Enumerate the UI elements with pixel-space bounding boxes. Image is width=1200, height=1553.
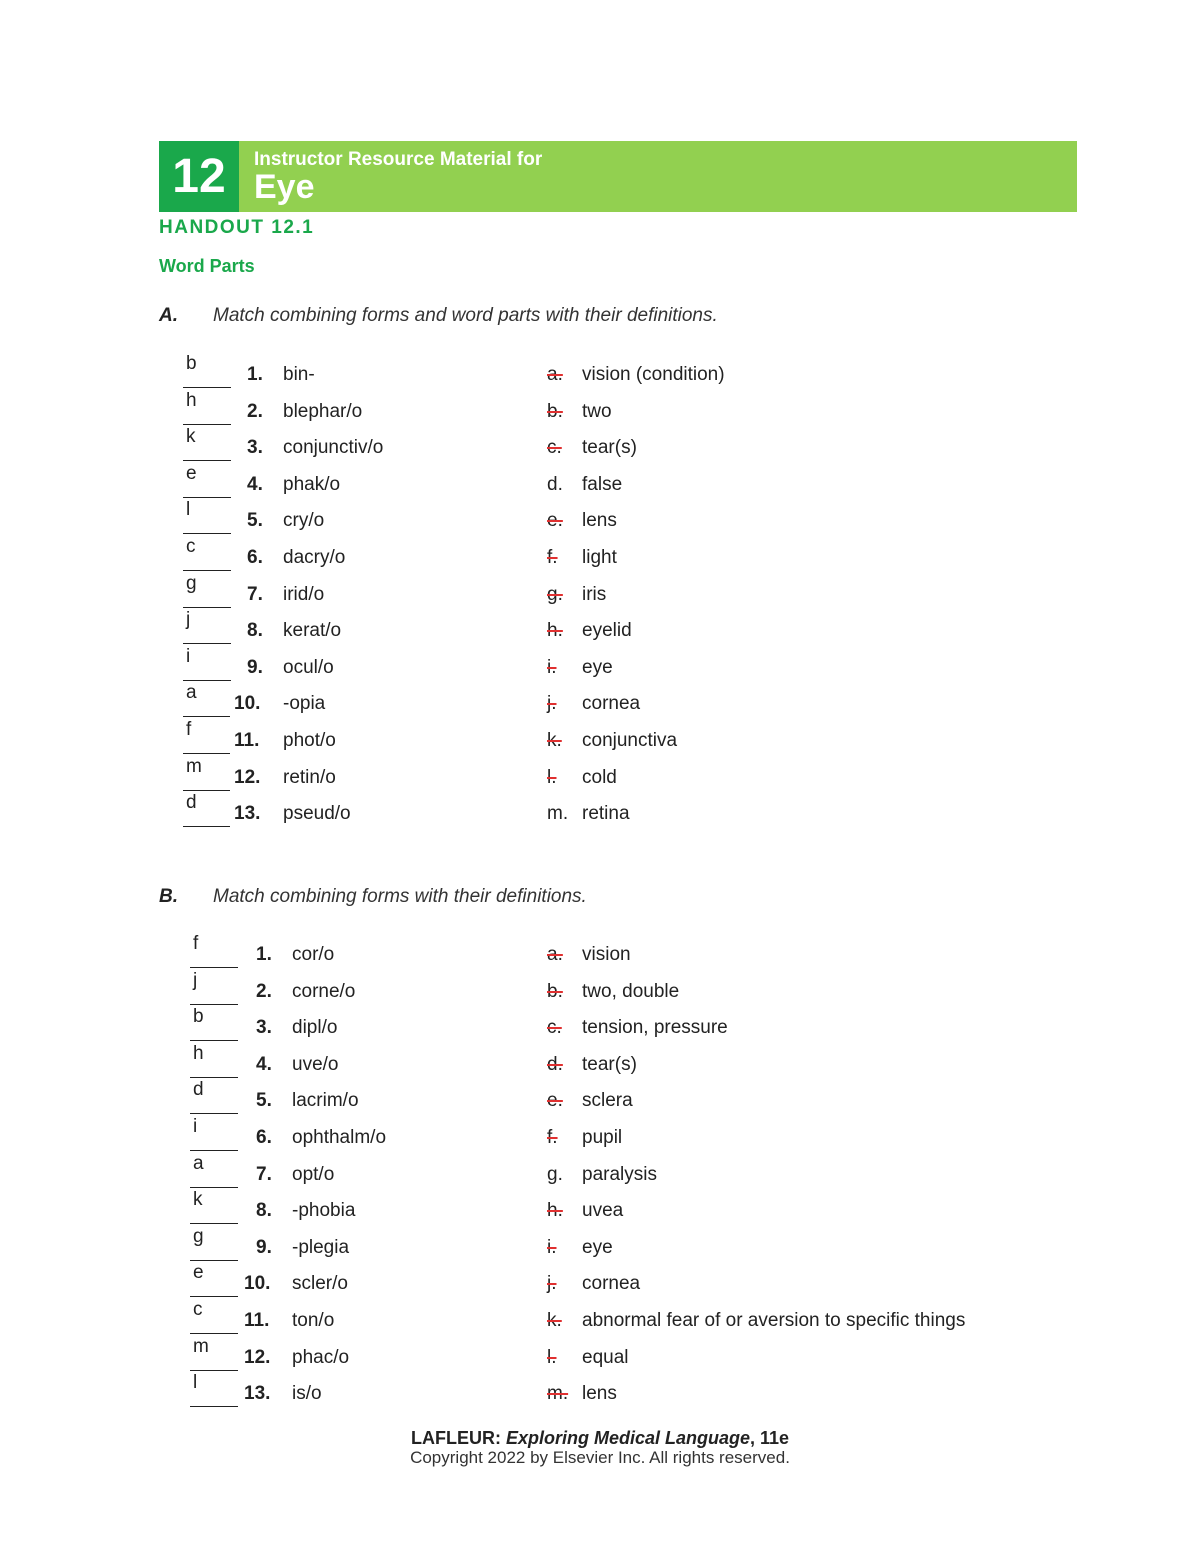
definition-letter: i. [547,1236,557,1258]
item-number: 11. [244,1310,270,1331]
answer-blank[interactable] [183,462,231,498]
answer-blank[interactable] [190,1225,238,1261]
answer-letter: f [186,719,192,740]
answer-blank[interactable] [183,499,231,534]
word-part: retin/o [283,766,336,788]
answer-letter: d [193,1079,204,1101]
definition-letter: k. [547,730,562,751]
definition-text: uvea [582,1200,624,1222]
item-number: 8. [256,1200,272,1222]
answer-letter: k [186,426,196,448]
item-number: 6. [247,547,263,568]
match-row [0,969,1200,1017]
word-part: ophthalm/o [292,1127,387,1148]
definition-letter: g. [547,583,563,605]
definition-letter: b. [547,980,563,1002]
word-part: uve/o [292,1053,339,1075]
definition-text: lens [582,510,617,532]
match-row [0,609,1200,656]
item-number: 10. [244,1273,271,1295]
word-part: phot/o [283,730,336,751]
definition-letter: j. [547,1273,557,1295]
word-part: blephar/o [283,400,363,422]
word-part: bin- [283,364,315,385]
definition-letter: f. [547,1127,558,1148]
match-row [0,1225,1200,1273]
answer-letter: i [186,645,191,667]
answer-letter: l [193,1372,198,1394]
word-part: kerat/o [283,620,342,642]
answer-letter: m [186,755,202,777]
banner-subtitle: Instructor Resource Material for [254,149,543,170]
answer-letter: j [193,969,198,991]
match-row [0,353,1200,400]
word-part: opt/o [292,1163,335,1185]
match-row [0,1335,1200,1383]
word-part: scler/o [292,1273,348,1295]
definition-text: conjunctiva [582,730,678,751]
answer-blank[interactable] [190,1335,238,1371]
word-part: ton/o [292,1310,335,1331]
word-part: -phobia [292,1200,356,1222]
definition-text: lens [582,1383,617,1405]
handout-subtitle: Word Parts [159,256,255,276]
item-number: 9. [256,1236,272,1258]
word-part: corne/o [292,980,356,1002]
definition-text: eye [582,1236,613,1258]
answer-letter: j [186,609,191,631]
definition-letter: h. [547,1200,563,1222]
match-row [0,389,1200,437]
match-row [0,719,1200,766]
answer-blank[interactable] [190,933,238,968]
answer-blank[interactable] [190,1299,238,1334]
answer-blank[interactable] [183,755,230,791]
match-row [0,572,1200,620]
word-part: phak/o [283,473,341,495]
item-number: 4. [256,1053,272,1075]
definition-text: vision (condition) [582,364,725,385]
item-number: 2. [247,400,263,422]
match-row [0,536,1200,583]
chapter-banner [159,141,1077,212]
definition-letter: i. [547,656,557,678]
answer-letter: h [186,389,197,411]
definition-letter: l. [547,766,557,788]
answer-letter: b [186,353,197,374]
definition-letter: k. [547,1310,562,1331]
section-b-letter: B. [159,886,178,907]
item-number: 12. [244,1346,271,1368]
answer-blank[interactable] [190,1042,238,1078]
word-part: conjunctiv/o [283,437,384,459]
handout-heading: HANDOUT 12.1 [159,217,315,238]
item-number: 1. [256,944,272,965]
definition-text: light [582,547,617,568]
definition-text: sclera [582,1090,633,1112]
definition-text: tension, pressure [582,1017,728,1039]
word-part: -opia [283,693,326,715]
definition-text: eye [582,656,613,678]
definition-letter: c. [547,437,562,459]
item-number: 10. [234,693,261,715]
answer-letter: l [186,499,191,521]
match-row [0,499,1200,546]
match-row [0,1079,1200,1126]
definition-text: two, double [582,980,680,1002]
definition-letter: g. [547,1163,563,1185]
answer-letter: e [193,1262,204,1284]
answer-letter: d [186,792,197,814]
match-row [0,1116,1200,1163]
word-part: -plegia [292,1236,350,1258]
definition-text: two [582,400,612,422]
answer-blank[interactable] [190,1116,238,1151]
definition-text: false [582,473,623,495]
word-part: irid/o [283,583,325,605]
answer-blank[interactable] [190,1262,238,1297]
item-number: 3. [247,437,263,459]
definition-letter: a. [547,364,563,385]
answer-blank[interactable] [183,536,231,571]
match-row [0,1042,1200,1090]
answer-blank[interactable] [183,682,230,717]
definition-letter: e. [547,1090,563,1112]
answer-blank[interactable] [183,719,230,754]
word-part: is/o [292,1383,322,1405]
item-number: 13. [234,803,261,825]
match-row [0,1189,1200,1236]
answer-blank[interactable] [183,353,231,388]
match-row [0,1262,1200,1309]
answer-blank[interactable] [190,1079,238,1114]
item-number: 13. [244,1383,271,1405]
answer-blank[interactable] [183,389,231,425]
chapter-title: Eye [254,168,315,206]
answer-blank[interactable] [190,969,238,1005]
match-row [0,792,1200,839]
definition-text: iris [582,583,607,605]
footer-citation [0,1428,1200,1449]
item-number: 7. [247,583,263,605]
match-row [0,426,1200,473]
answer-letter: i [193,1116,198,1137]
answer-letter: a [193,1152,204,1174]
footer-copyright: Copyright 2022 by Elsevier Inc. All rights reserved. [410,1448,790,1467]
word-part: lacrim/o [292,1090,359,1112]
definition-text: retina [582,803,630,825]
answer-blank[interactable] [183,572,231,608]
definition-letter: d. [547,473,563,495]
answer-letter: h [193,1042,204,1064]
definition-text: cornea [582,1273,641,1295]
definition-letter: h. [547,620,563,642]
item-number: 3. [256,1017,272,1039]
definition-text: cornea [582,693,641,715]
definition-letter: m. [547,803,569,825]
answer-blank[interactable] [190,1189,238,1224]
word-part: cor/o [292,944,335,965]
definition-text: eyelid [582,620,632,642]
item-number: 2. [256,980,272,1002]
section-a-instruction: Match combining forms and word parts with their definitions. [213,305,718,326]
definition-text: abnormal fear of or aversion to specific things [582,1310,966,1331]
definition-letter: m. [547,1383,569,1405]
item-number: 5. [247,510,263,532]
answer-blank[interactable] [190,1152,238,1188]
definition-text: tear(s) [582,1053,637,1075]
definition-letter: e. [547,510,563,532]
word-part: phac/o [292,1346,350,1368]
definition-text: equal [582,1346,629,1368]
chapter-number: 12 [159,141,239,212]
word-part: cry/o [283,510,325,532]
match-row [0,1006,1200,1053]
definition-text: paralysis [582,1163,657,1185]
match-row [0,645,1200,693]
match-row [0,755,1200,803]
match-row [0,1299,1200,1346]
footer-book-title: Exploring Medical Language [505,1428,750,1448]
answer-blank[interactable] [183,426,231,461]
item-number: 6. [256,1127,272,1148]
answer-blank[interactable] [190,1006,238,1041]
answer-letter: c [193,1299,203,1320]
definition-letter: d. [547,1053,563,1075]
word-part: ocul/o [283,656,334,678]
answer-letter: b [193,1006,204,1028]
definition-letter: b. [547,400,563,422]
footer-author: LAFLEUR: [410,1428,501,1448]
word-part: pseud/o [283,803,351,825]
definition-text: tear(s) [582,437,637,459]
answer-letter: c [186,536,196,557]
match-row [0,1152,1200,1200]
item-number: 12. [234,766,261,788]
answer-letter: k [193,1189,203,1211]
match-row [0,462,1200,510]
answer-letter: m [193,1335,209,1357]
match-row [0,1372,1200,1419]
word-part: dipl/o [292,1017,338,1039]
item-number: 4. [247,473,263,495]
definition-text: pupil [582,1127,623,1148]
definition-text: vision [582,944,631,965]
item-number: 8. [247,620,263,642]
section-b-instruction: Match combining forms with their definitions. [213,886,587,907]
answer-blank[interactable] [183,609,231,644]
match-row [0,682,1200,729]
footer-edition: , 11e [750,1428,790,1448]
item-number: 1. [247,364,263,385]
answer-letter: a [186,682,197,704]
item-number: 5. [256,1090,272,1112]
answer-blank[interactable] [183,645,231,681]
answer-letter: g [186,572,197,594]
definition-letter: f. [547,547,558,568]
answer-letter: e [186,462,197,484]
definition-letter: a. [547,944,563,965]
definition-text: cold [582,766,617,788]
definition-letter: j. [547,693,557,715]
section-a-letter: A. [159,305,178,326]
word-part: dacry/o [283,547,346,568]
answer-blank[interactable] [183,792,230,827]
item-number: 7. [256,1163,272,1185]
answer-letter: g [193,1225,204,1247]
match-row [0,933,1200,980]
item-number: 9. [247,656,263,678]
answer-blank[interactable] [190,1372,238,1407]
definition-letter: c. [547,1017,562,1039]
item-number: 11. [234,730,260,751]
definition-letter: l. [547,1346,557,1368]
answer-letter: f [193,933,199,954]
